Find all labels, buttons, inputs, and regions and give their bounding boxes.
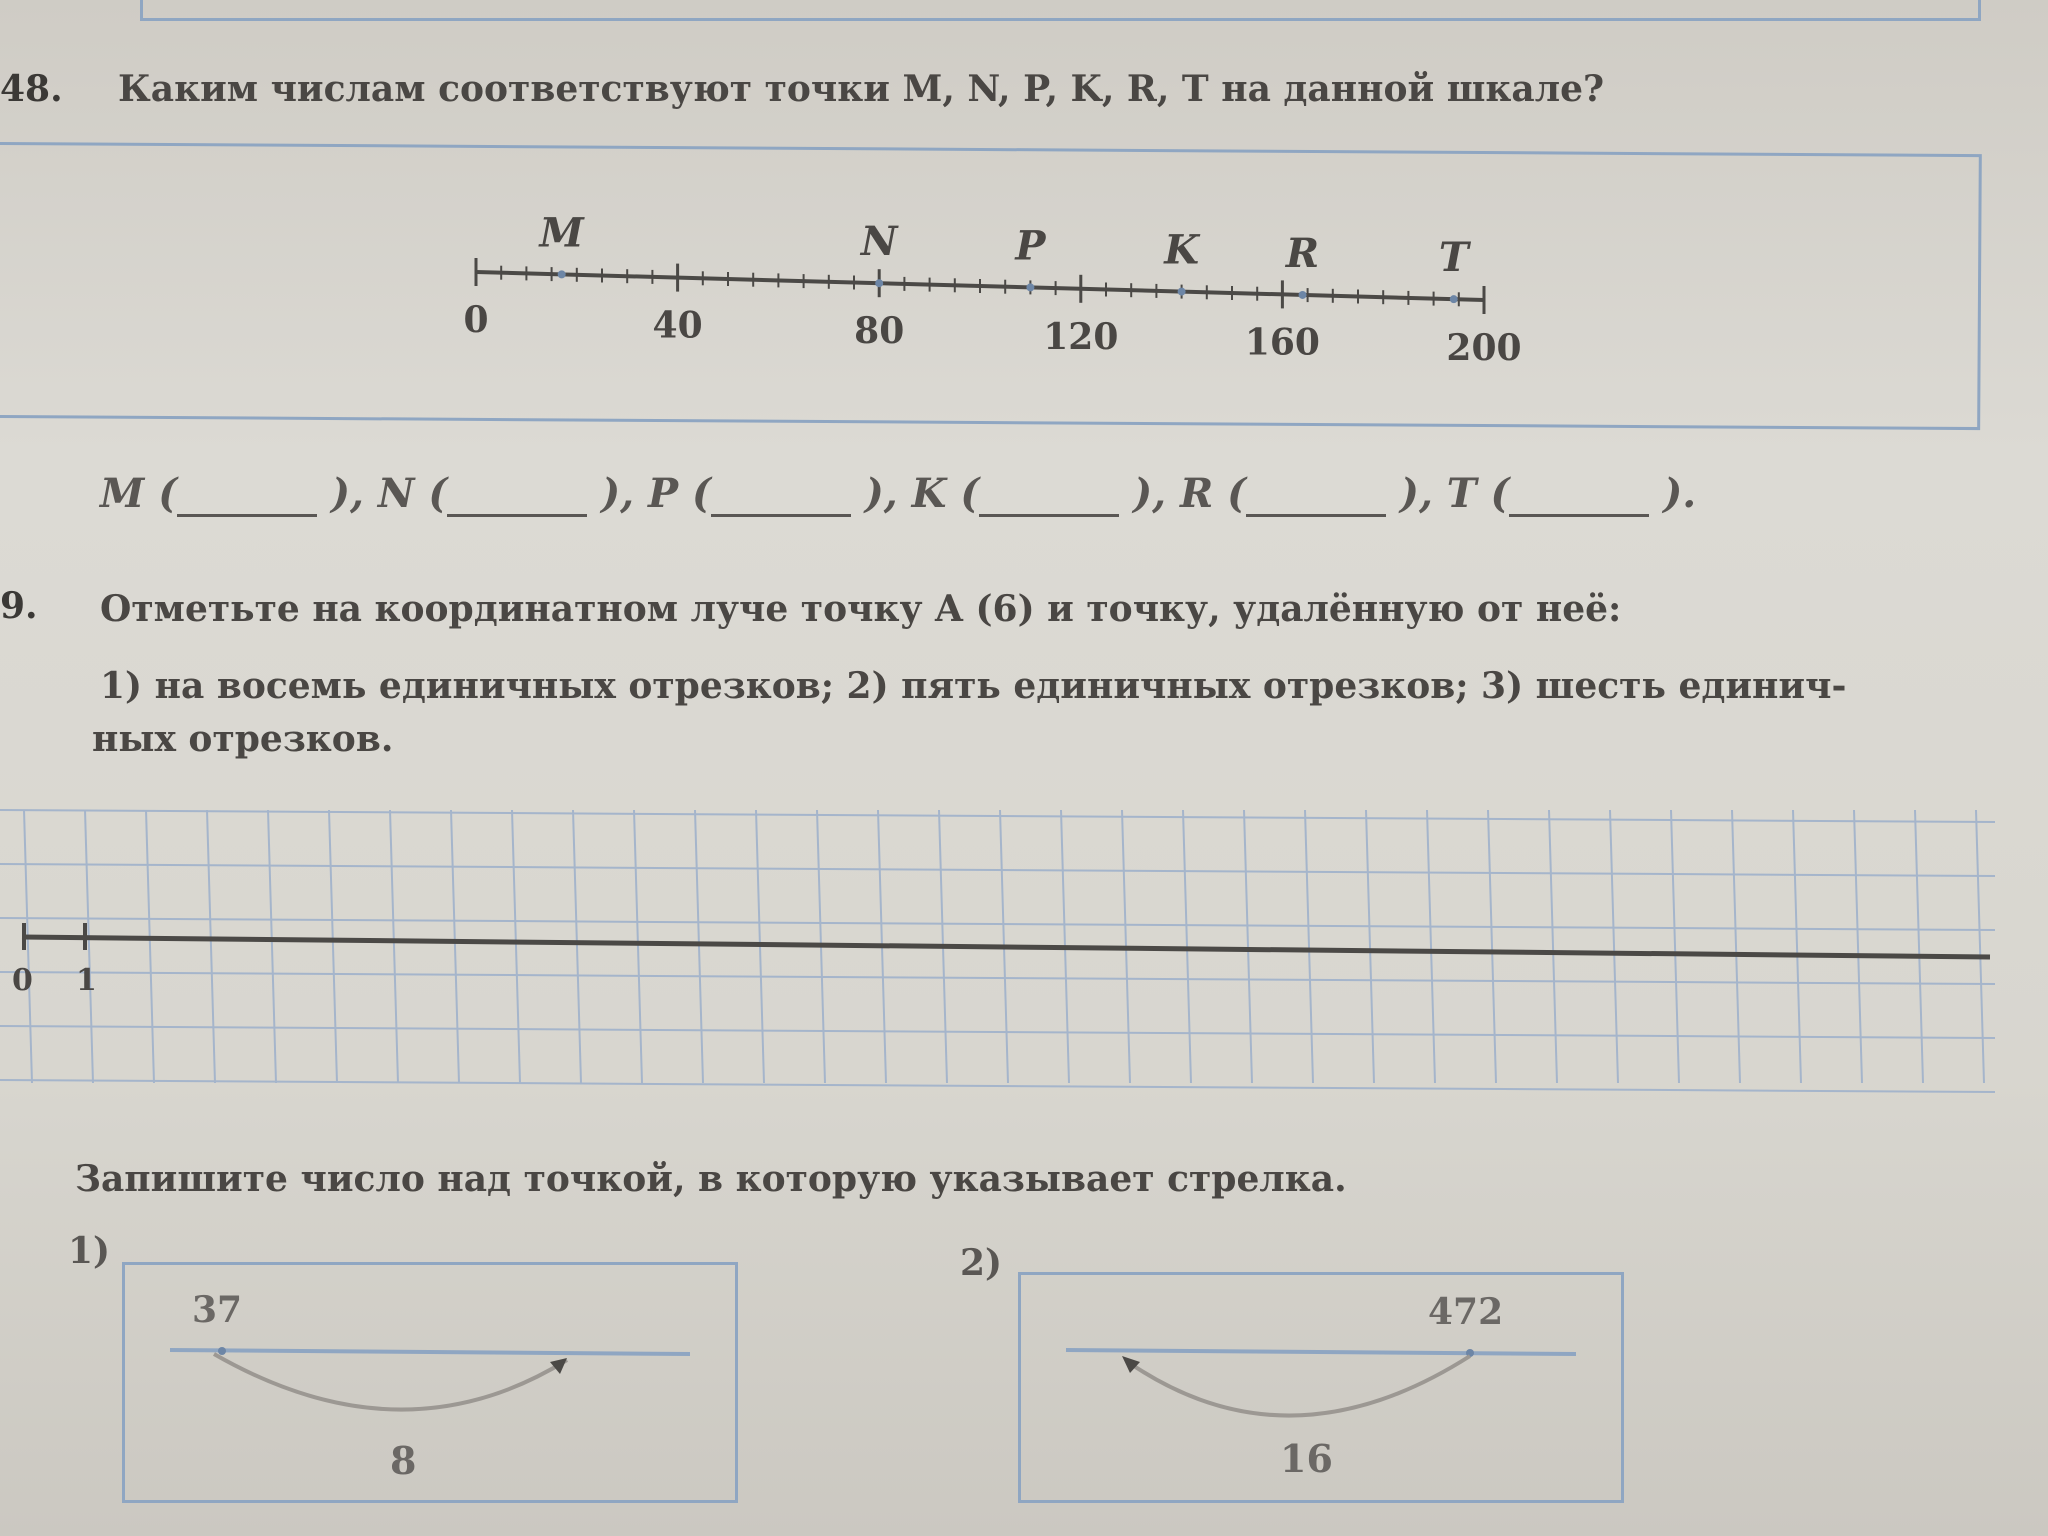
scale-number-label: 0 [463,299,489,341]
grid-line-vertical [207,810,215,1083]
sub-2-step: 16 [1280,1436,1333,1481]
scale-number-label: 120 [1043,315,1119,358]
grid-line-vertical [1305,810,1313,1083]
grid-line-vertical [451,810,459,1083]
scale-number-label: 160 [1244,321,1320,364]
grid-line-vertical [146,810,154,1083]
sub-1-start-value: 37 [192,1289,243,1331]
scale-point-marker [875,279,883,287]
grid-area [0,805,2000,1095]
answer-blank-n[interactable] [447,478,587,517]
task-48-number: 48. [0,68,63,110]
sub-1-arrow-head [550,1358,567,1374]
scale-number-label: 200 [1446,327,1522,369]
grid-line-vertical [1671,810,1679,1083]
grid-line-horizontal [0,810,1995,822]
scale-number-label: 80 [854,310,905,353]
grid-line-vertical [573,810,581,1083]
grid-line-vertical [1732,810,1740,1083]
grid-line-vertical [1366,810,1374,1083]
grid-line-horizontal [0,972,1995,984]
sub-2-arrow-arc [1128,1356,1470,1416]
answer-blank-r[interactable] [1246,478,1386,517]
scale-point-marker [1178,288,1186,296]
answer-prefix-t: ), T ( [1400,470,1510,517]
grid-line-vertical [512,810,520,1083]
ray-label-1: 1 [76,963,97,998]
answer-prefix-r: ), R ( [1133,470,1247,517]
scale-point-marker [558,270,566,278]
previous-task-frame [140,0,1981,21]
grid-line-vertical [1244,810,1252,1083]
sub-1-label: 1) [68,1230,111,1272]
number-scale [440,190,1560,380]
sub-2-label: 2) [960,1242,1003,1284]
answer-prefix-m: M ( [100,470,178,517]
sub-2-start-value: 472 [1428,1291,1504,1333]
scale-point-marker [1450,295,1458,303]
sub-1-point [218,1347,226,1355]
sub-1-diagram [122,1262,738,1502]
sub-2-diagram [1018,1272,1624,1502]
scale-point-marker [1026,283,1034,291]
task-49-question-line3: ных отрезков. [92,718,394,760]
grid-line-vertical [634,810,642,1083]
answer-prefix-k: ), K ( [864,470,980,517]
scale-point-marker [1299,291,1307,299]
scale-point-label: M [539,209,584,257]
sub-2-number-line [1066,1350,1576,1354]
task-48-question: Каким числам соответствуют точки M, N, P, K, R, T на данной шкале? [118,68,1605,110]
answer-blank-p[interactable] [711,478,851,517]
grid-line-vertical [1549,810,1557,1083]
task-49-number: 9. [0,585,38,627]
answer-suffix: ). [1663,470,1697,517]
scale-point-label: N [860,218,898,266]
answer-prefix-p: ), P ( [601,470,711,517]
grid-line-horizontal [0,918,1995,930]
answer-blank-t[interactable] [1509,478,1649,517]
answer-blank-m[interactable] [177,478,317,517]
grid-line-horizontal [0,864,1995,876]
grid-line-vertical [1854,810,1862,1083]
scale-point-label: P [1015,222,1046,270]
task-49-question-line2: 1) на восемь единичных отрезков; 2) пять единичных отрезков; 3) шесть единич- [100,665,1847,707]
grid-line-vertical [268,810,276,1083]
scale-point-label: R [1285,229,1320,277]
scale-point-label: K [1164,226,1199,274]
grid-line-vertical [1610,810,1618,1083]
grid-line-vertical [329,810,337,1083]
grid-line-vertical [1427,810,1435,1083]
grid-line-horizontal [0,1026,1995,1038]
grid-line-vertical [695,810,703,1083]
grid-line-vertical [1488,810,1496,1083]
sub-1-arrow-arc [214,1354,567,1410]
answer-blank-k[interactable] [979,478,1119,517]
scale-number-label: 40 [652,304,703,347]
grid-line-vertical [1915,810,1923,1083]
answer-prefix-n: ), N ( [331,470,448,517]
ray-label-0: 0 [12,963,33,998]
sub-1-step: 8 [390,1438,417,1483]
grid-line-vertical [1976,810,1984,1083]
task-49-question-line1: Отметьте на координатном луче точку A (6) и точку, удалённую от неё: [100,588,1622,630]
grid-line-horizontal [0,1080,1995,1092]
coordinate-ray[interactable] [22,937,1990,957]
sub-1-number-line [170,1350,690,1354]
task-48-answers [100,470,1700,530]
task-50-question: Запишите число над точкой, в которую указывает стрелка. [75,1158,1347,1200]
grid-line-vertical [1793,810,1801,1083]
grid-line-vertical [390,810,398,1083]
scale-point-label: T [1438,234,1469,282]
